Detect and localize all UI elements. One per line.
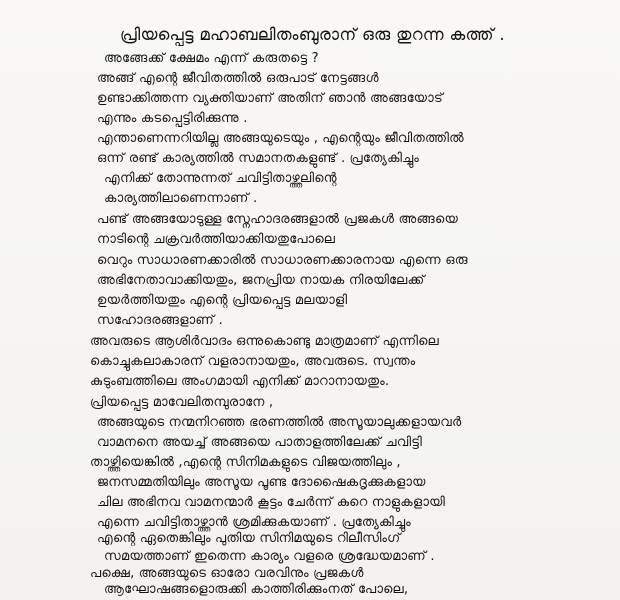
text-line: എന്നെ ചവിട്ടിതാഴ്ത്താൻ ശ്രമിക്കുകയാണ് . പ്രത്യേകിച്ചും xyxy=(97,515,411,530)
text-line: എനിക്ക് തോന്നുന്നത് ചവിട്ടിതാഴ്ത്തലിന്റെ xyxy=(104,171,337,186)
text-line: സഹോദരങ്ങളാണ് . xyxy=(97,313,223,328)
text-line: ആഘോഷങ്ങളൊരുക്കി കാത്തിരിക്കുംനത് പോലെ, xyxy=(104,582,409,597)
text-line: അഭിനേതാവാക്കിയതും, ജനപ്രിയ നായക നിരയിലേക്ക് xyxy=(97,273,425,288)
text-line: അങ്ങേക്ക് ക്ഷേമം എന്ന് കരുതട്ടെ ? xyxy=(104,51,319,66)
text-line: ഉയർത്തിയതും എന്റെ പ്രിയപ്പെട്ട മലയാളി xyxy=(97,293,348,308)
text-line: കാര്യത്തിലാണെന്നാണ് . xyxy=(104,191,258,206)
text-line: നാടിന്റെ ചക്രവർത്തിയാക്കിയതുപോലെ xyxy=(97,232,336,247)
text-line: വാമനനെ അയച്ച് അങ്ങയെ പാതാളത്തിലേക്ക് ചവിട്ടി xyxy=(97,435,422,450)
text-line: കൊച്ചുകലാകാരന് വളരാനായതും, അവരുടെ. സ്വന്തം xyxy=(90,354,416,369)
text-line: അങ്ങ് എന്റെ ജീവിതത്തിൽ ഒരുപാട് നേട്ടങ്ങൾ xyxy=(97,71,379,86)
text-line: എന്നും കടപ്പെട്ടിരിക്കുന്നു . xyxy=(97,111,248,126)
text-line: ചില അഭിനവ വാമനന്മാർ കൂട്ടം ചേർന്ന് കുറെ നാളുകളായി xyxy=(97,495,446,510)
text-line: പ്രിയപ്പെട്ട മാവേലിതമ്പുരാനേ , xyxy=(90,395,274,410)
text-line: പണ്ട് അങ്ങയോടുള്ള സ്നേഹാദരങ്ങളാൽ പ്രജകൾ അങ്ങയെ xyxy=(97,212,459,227)
text-line: ഉണ്ടാക്കിത്തന്ന വ്യക്തിയാണ് അതിന് ഞാൻ അങ്ങയോട് xyxy=(97,91,443,106)
text-line: എന്താണെന്നറിയില്ല അങ്ങയുടെയും , എന്റെയും ജീവിതത്തിൽ xyxy=(97,131,464,146)
text-line: ഒന്ന് രണ്ട് കാര്യത്തിൽ സമാനതകളുണ്ട് . പ്രത്യേകിച്ചും xyxy=(97,151,420,166)
text-line: കുടുംബത്തിലെ അംഗമായി എനിക്ക് മാറാനായതും. xyxy=(90,374,390,389)
letter-title: പ്രിയപ്പെട്ട മഹാബലിതംബുരാന് ഒരു തുറന്ന കത്ത് . xyxy=(120,25,505,44)
text-line: സമയത്താണ് ഇതെന്ന കാര്യം വളരെ ശ്രദ്ധേയമാണ് . xyxy=(104,549,435,564)
text-line: ജനസമ്മതിയിലും അസൂയ പൂണ്ട ദോഷൈകദൃക്കുകളായ xyxy=(97,475,426,490)
text-line: വെറും സാധാരണക്കാരിൽ സാധാരണക്കാരനായ എന്നെ ഒരു xyxy=(97,253,468,268)
text-line: അവരുടെ ആശിർവാദം ഒന്നുകൊണ്ടു മാത്രമാണ് എന്നിലെ xyxy=(90,334,439,349)
text-line: എന്റെ ഏതെങ്കിലും പുതിയ സിനിമയുടെ റിലീസിംഗ് xyxy=(97,531,401,546)
text-line: പക്ഷെ, അങ്ങയുടെ ഓരോ വരവിനും പ്രജകൾ xyxy=(90,566,364,581)
text-line: താഴ്ത്തിയെങ്കിൽ ,എന്റെ സിനിമകളുടെ വിജയത്തിലും , xyxy=(90,455,401,470)
text-line: അങ്ങയുടെ നന്മനിറഞ്ഞ ഭരണത്തിൽ അസൂയാലുക്കളായവർ xyxy=(97,415,462,430)
